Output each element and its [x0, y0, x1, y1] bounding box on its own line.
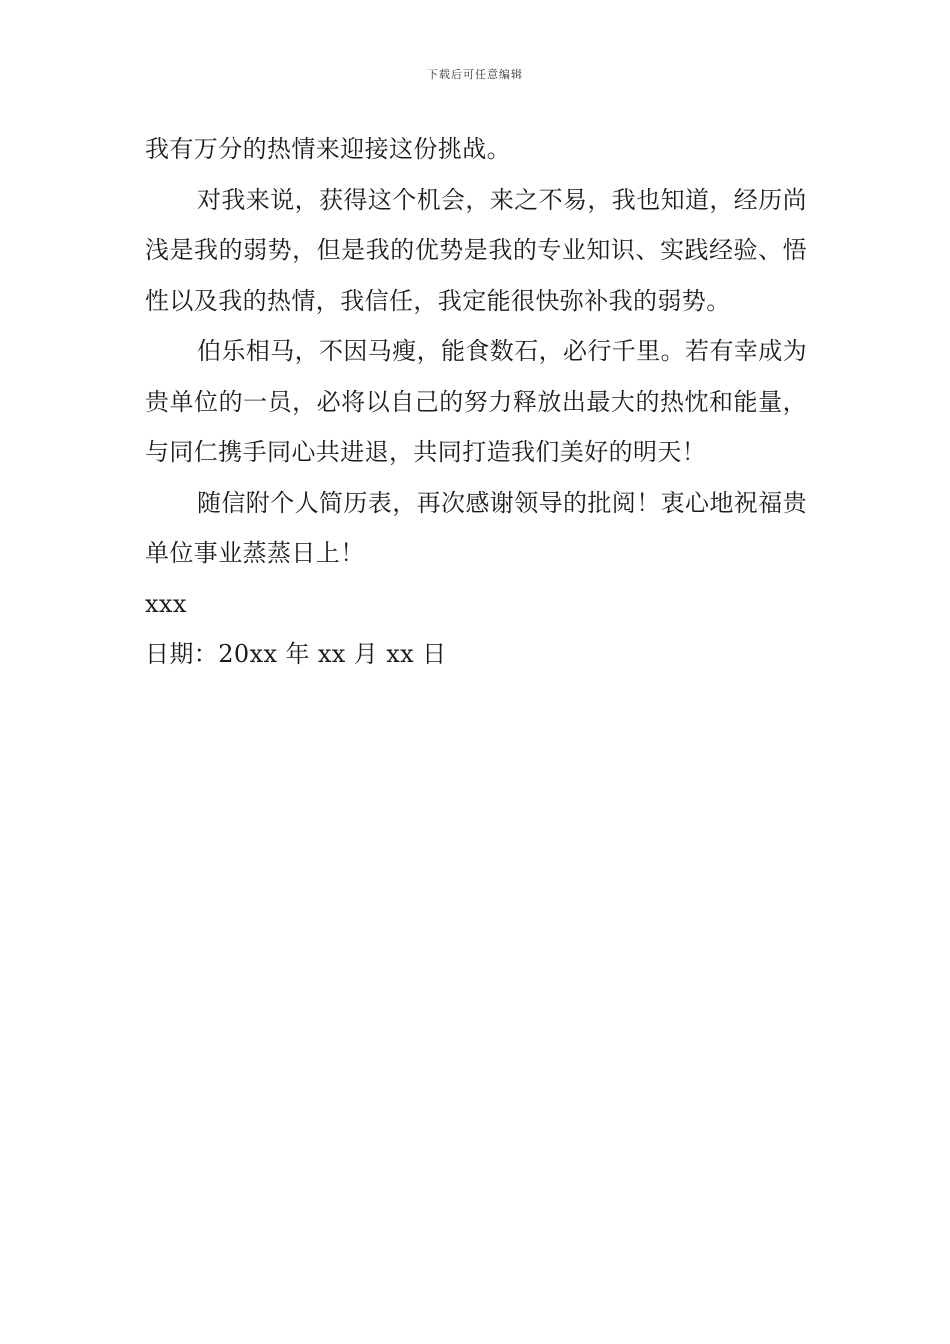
paragraph-continuation: 我有万分的热情来迎接这份挑战。	[145, 135, 511, 163]
paragraph-commitment: 伯乐相马，不因马瘦，能食数石，必行千里。若有幸成为贵单位的一员，必将以自己的努力释放出最大的热忱和能量，与同仁携手同心共进退，共同打造我们美好的明天！	[145, 337, 807, 466]
date-line: 日期：20xx 年 xx 月 xx 日	[145, 640, 447, 668]
letter-body	[145, 124, 807, 680]
header-note: 下载后可任意编辑	[427, 68, 523, 81]
signature: xxx	[145, 589, 187, 618]
paragraph-closing: 随信附个人简历表，再次感谢领导的批阅！衷心地祝福贵单位事业蒸蒸日上！	[145, 488, 807, 567]
paragraph-opportunity: 对我来说，获得这个机会，来之不易，我也知道，经历尚浅是我的弱势，但是我的优势是我的专业知识、实践经验、悟性以及我的热情，我信任，我定能很快弥补我的弱势。	[145, 185, 807, 315]
